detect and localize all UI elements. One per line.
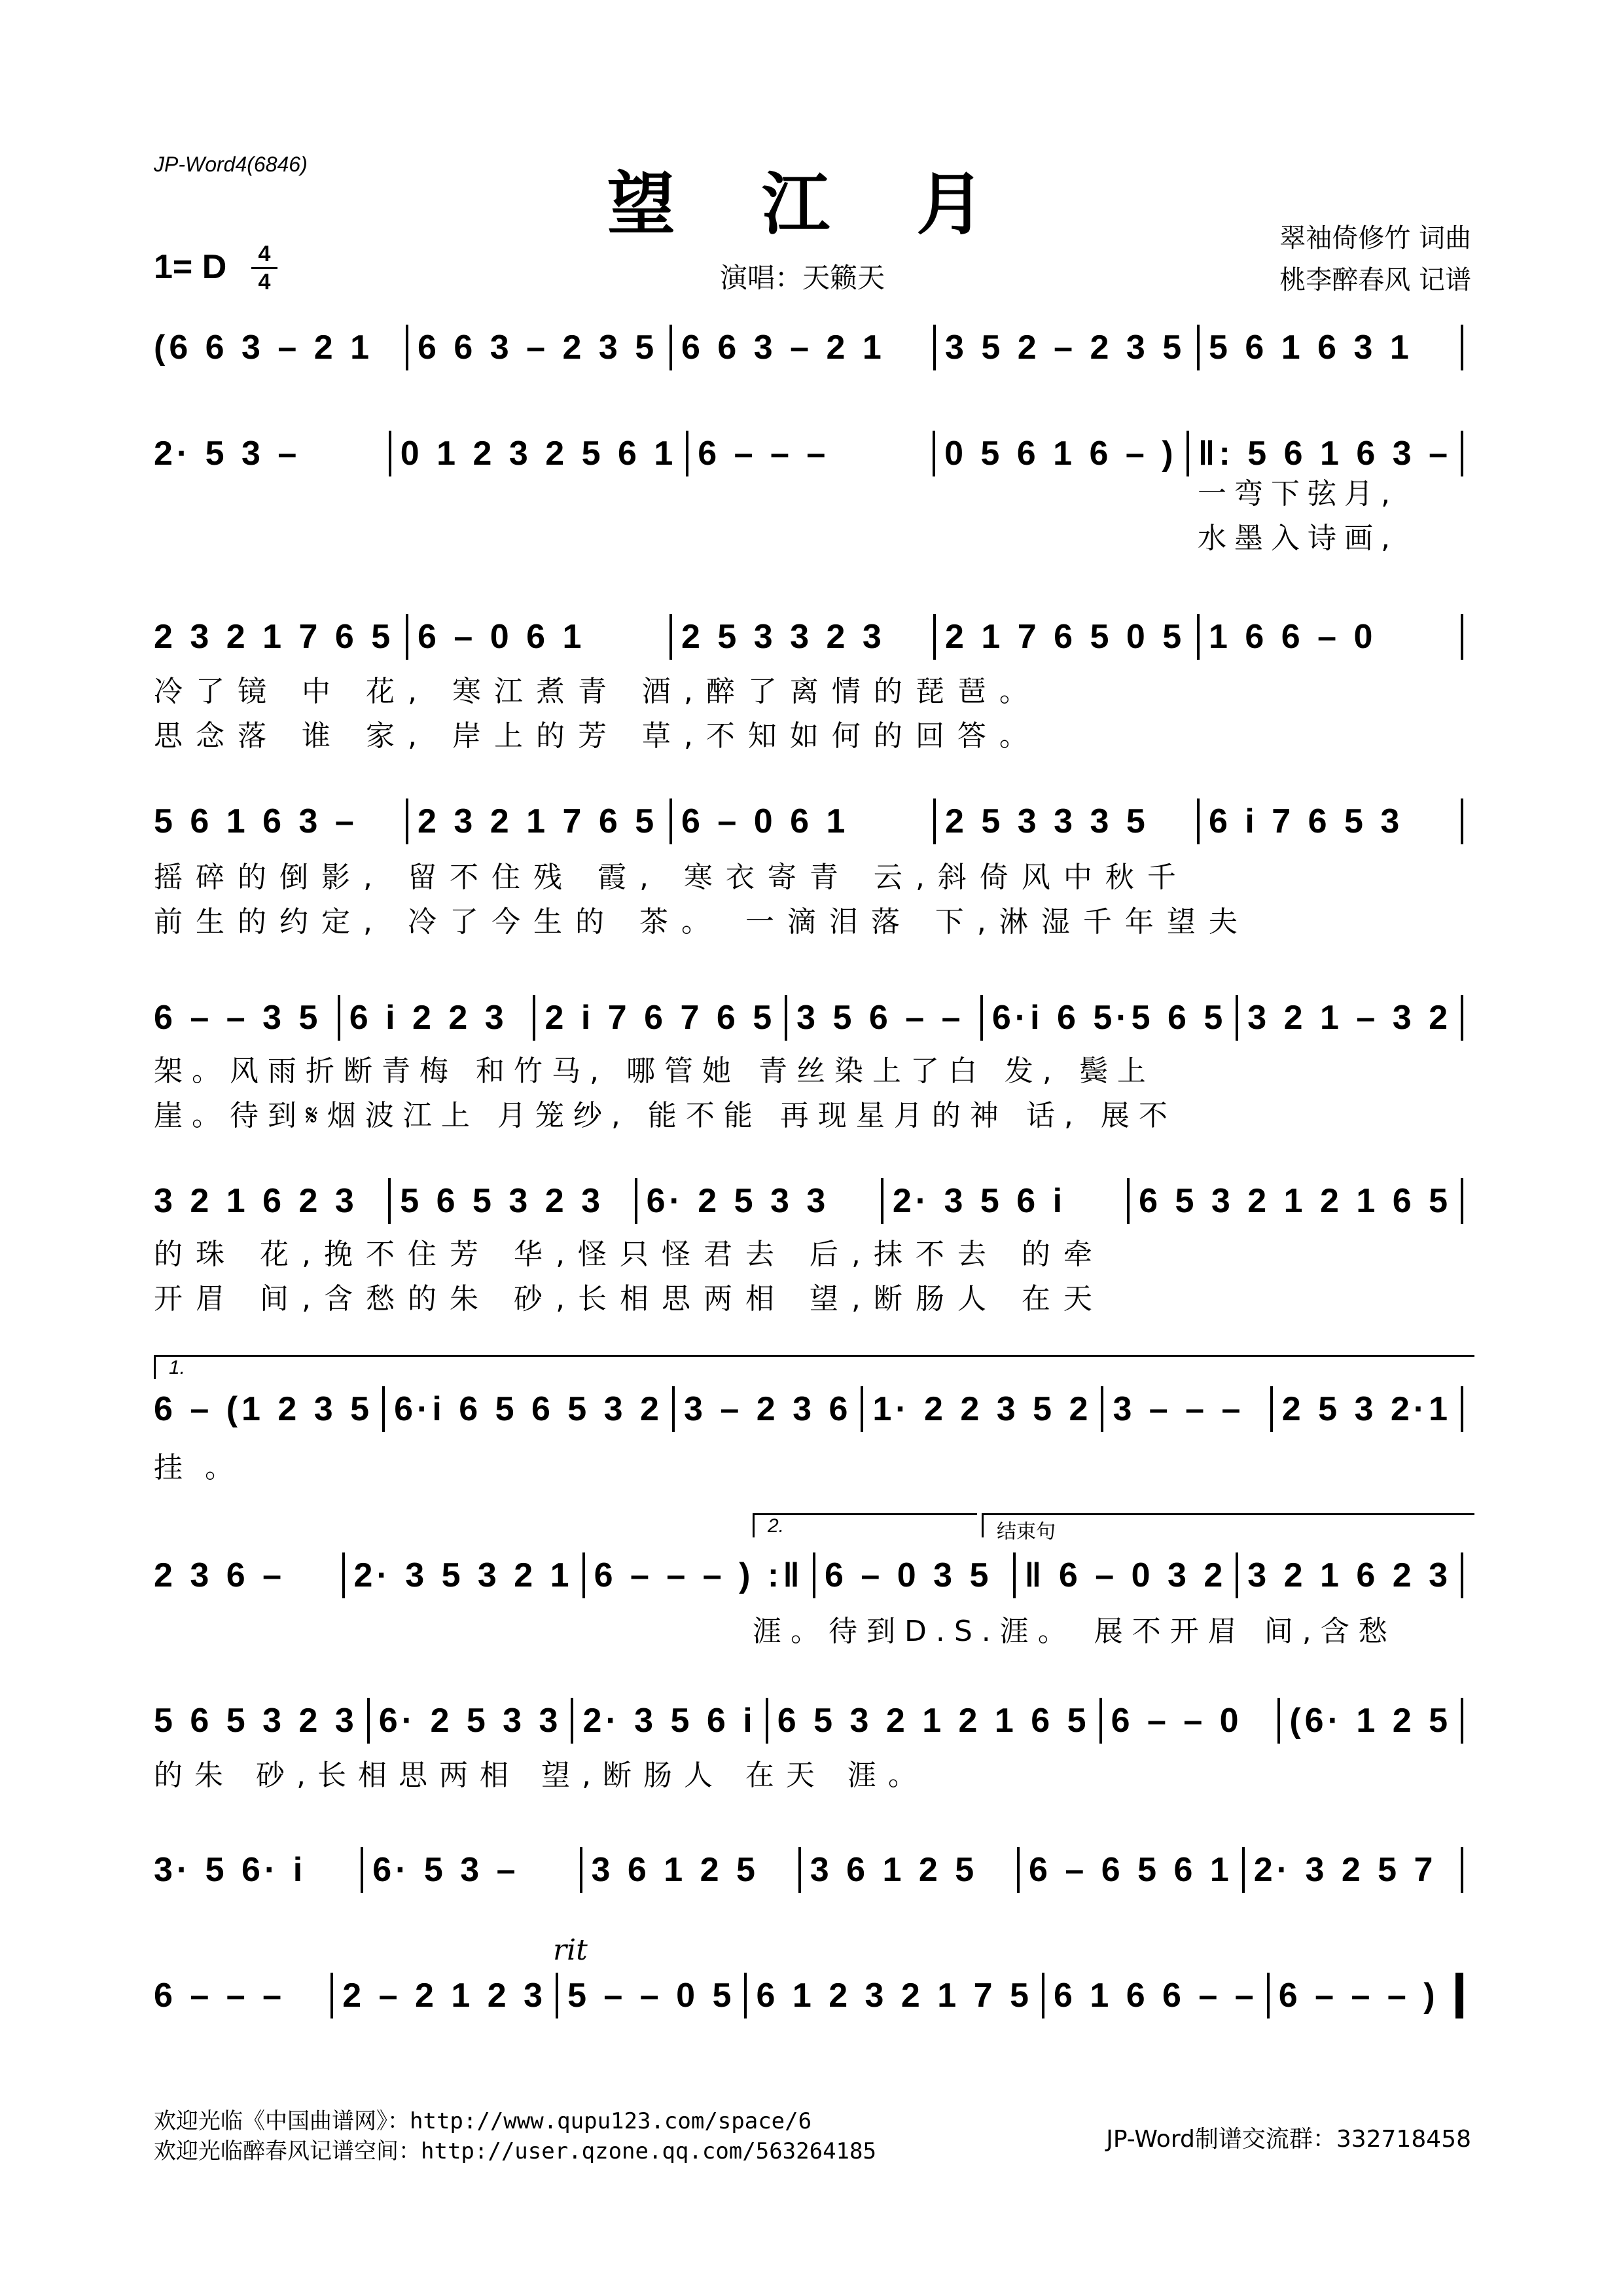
measure: 6 – 6 5 6 1 — [1029, 1851, 1233, 1889]
measure: 2 – 2 1 2 3 — [342, 1977, 547, 2015]
measure: (6 6 3 – 2 1 — [154, 329, 374, 367]
credits-block — [1279, 217, 1471, 301]
staff-row-11 — [154, 1973, 1472, 2018]
measure: 6 6 3 – 2 3 5 — [418, 329, 658, 367]
measure: 5 – – 0 5 — [567, 1977, 736, 2015]
bar-line — [1242, 1847, 1245, 1893]
bar-line — [1461, 1178, 1463, 1224]
measure: 2 i 7 6 7 6 5 — [544, 999, 776, 1037]
measure: 6 – 0 3 5 — [825, 1556, 993, 1594]
second-ending-label: 2. — [768, 1515, 785, 1537]
footer-link-qzone: 欢迎光临醉春风记谱空间：http://user.qzone.qq.com/563264185 — [154, 2138, 876, 2164]
measure: 6 5 3 2 1 2 1 6 5 — [777, 1702, 1090, 1740]
staff-row-4 — [154, 798, 1472, 844]
bar-line — [1461, 798, 1463, 844]
bar-line — [406, 614, 408, 660]
bar-line — [933, 798, 936, 844]
staff-row-6 — [154, 1178, 1472, 1224]
measure: 3 – – – — [1113, 1390, 1245, 1428]
measure: 6· 5 3 – — [372, 1851, 520, 1889]
lyric-row-5-verse-2: 崖。待到𝄋烟波江上 月笼纱, 能不能 再现星月的神 话, 展不 — [154, 1099, 1177, 1132]
measure: 2· 3 5 6 i — [892, 1182, 1067, 1220]
measure: 6 1 6 6 – – — [1053, 1977, 1258, 2015]
ending-phrase-label: 结束句 — [997, 1520, 1056, 1543]
bar-line — [686, 431, 688, 476]
measure: 2· 5 3 – — [154, 435, 301, 473]
singer-credit: 演唱：天籁天 — [720, 262, 885, 294]
bar-line — [338, 995, 340, 1041]
bar-line — [861, 1386, 863, 1432]
footer-link-qupu: 欢迎光临《中国曲谱网》：http://www.qupu123.com/space/6 — [154, 2108, 812, 2134]
lyric-row-6-verse-2: 开眉 间,含愁的朱 砂,长相思两相 望,断肠人 在天 — [154, 1282, 1105, 1316]
bar-line — [669, 614, 672, 660]
bar-line — [1186, 431, 1189, 476]
measure: 3 6 1 2 5 — [591, 1851, 759, 1889]
bar-line — [1455, 1973, 1463, 2018]
bar-line — [785, 995, 787, 1041]
bar-line — [533, 995, 535, 1041]
measure: 0 1 2 3 2 5 6 1 — [400, 435, 677, 473]
staff-row-9 — [154, 1698, 1472, 1744]
measure: 6 – – – — [698, 435, 830, 473]
measure: 6 – 0 6 1 — [681, 802, 849, 840]
measure: 6 – – 0 — [1111, 1702, 1243, 1740]
measure: 5 6 5 3 2 3 — [154, 1702, 358, 1740]
bar-line — [330, 1973, 333, 2018]
lyric-row-5-verse-1: 架。风雨折断青梅 和竹马, 哪管她 青丝染上了白 发, 鬓上 — [154, 1054, 1155, 1088]
measure: 2· 3 2 5 7 — [1253, 1851, 1437, 1889]
time-signature — [251, 241, 277, 295]
first-ending-bracket — [154, 1355, 1474, 1379]
bar-line — [1127, 1178, 1130, 1224]
lyric-row-6-verse-1: 的珠 花,挽不住芳 华,怪只怪君去 后,抹不去 的牵 — [154, 1238, 1105, 1271]
staff-row-8 — [154, 1552, 1472, 1598]
measure: 6 1 2 3 2 1 7 5 — [756, 1977, 1033, 2015]
bar-line — [1236, 995, 1238, 1041]
bar-line — [669, 798, 672, 844]
bar-line — [1236, 1552, 1238, 1598]
measure: 6 i 7 6 5 3 — [1209, 802, 1404, 840]
bar-line — [580, 1847, 582, 1893]
key-signature: 1= D — [154, 248, 227, 286]
measure: 6· 2 5 3 3 — [646, 1182, 830, 1220]
measure: 3 6 1 2 5 — [810, 1851, 978, 1889]
measure: 6 – – 3 5 — [154, 999, 322, 1037]
measure: 3 2 1 6 2 3 — [1247, 1556, 1452, 1594]
measure: 3 2 1 – 3 2 — [1247, 999, 1452, 1037]
bar-line — [361, 1847, 363, 1893]
bar-line — [1197, 614, 1200, 660]
measure: 2 5 3 2·1 — [1281, 1390, 1452, 1428]
measure: 6 – – – ) — [1278, 1977, 1439, 2015]
bar-line — [382, 1386, 385, 1432]
bar-line — [571, 1698, 573, 1744]
measure: 6· 2 5 3 3 — [378, 1702, 562, 1740]
lyric-row-4-verse-2: 前生的约定, 冷了今生的 茶。 一滴泪落 下,淋湿千年望夫 — [154, 905, 1251, 939]
measure: 3· 5 6· i — [154, 1851, 307, 1889]
measure: 2 5 3 3 3 5 — [945, 802, 1149, 840]
lyric-row-7: 挂。 — [154, 1451, 256, 1484]
measure: 5 6 1 6 3 1 — [1209, 329, 1413, 367]
lyricist-composer-credit: 翠袖倚修竹 词曲 — [1279, 223, 1471, 253]
bar-line — [933, 614, 936, 660]
bar-line — [1461, 1698, 1463, 1744]
measure: 2 5 3 3 2 3 — [681, 618, 885, 656]
measure: ‖: 5 6 1 6 3 – — [1198, 435, 1452, 473]
measure: 6 – 0 6 1 — [418, 618, 586, 656]
bar-line — [1461, 995, 1463, 1041]
bar-line — [1461, 1847, 1463, 1893]
measure: 6·i 6 5 6 5 3 2 — [394, 1390, 663, 1428]
time-signature-bottom: 4 — [258, 270, 271, 295]
bar-line — [342, 1552, 345, 1598]
measure: 6 – – – ) :‖ — [594, 1556, 804, 1594]
bar-line — [1270, 1386, 1273, 1432]
bar-line — [744, 1973, 747, 2018]
bar-line — [766, 1698, 768, 1744]
staff-row-5 — [154, 995, 1472, 1041]
bar-line — [813, 1552, 815, 1598]
lyric-row-4-verse-1: 摇碎的倒影, 留不住残 霞, 寒衣寄青 云,斜倚风中秋千 — [154, 861, 1189, 894]
measure: 2 3 2 1 7 6 5 — [418, 802, 658, 840]
lyric-row-3-verse-2: 思念落 谁 家, 岸上的芳 草,不知如何的回答。 — [154, 719, 1041, 753]
measure: 6 i 2 2 3 — [349, 999, 508, 1037]
measure: 2 1 7 6 5 0 5 — [945, 618, 1186, 656]
measure: 6 – (1 2 3 5 — [154, 1390, 374, 1428]
bar-line — [672, 1386, 675, 1432]
bar-line — [1017, 1847, 1020, 1893]
staff-row-1 — [154, 325, 1472, 370]
bar-line — [669, 325, 672, 370]
bar-line — [1277, 1698, 1280, 1744]
bar-line — [635, 1178, 637, 1224]
exchange-group-label: JP-Word制谱交流群：332718458 — [1106, 2126, 1471, 2153]
measure: 3 5 2 – 2 3 5 — [945, 329, 1186, 367]
bar-line — [1042, 1973, 1044, 2018]
measure: 6 6 3 – 2 1 — [681, 329, 885, 367]
bar-line — [1461, 614, 1463, 660]
measure: 3 5 6 – – — [796, 999, 965, 1037]
measure: 2· 3 5 6 i — [582, 1702, 757, 1740]
staff-row-3 — [154, 614, 1472, 660]
bar-line — [1197, 325, 1200, 370]
bar-line — [582, 1552, 585, 1598]
measure: 1 6 6 – 0 — [1209, 618, 1377, 656]
first-ending-label: 1. — [169, 1357, 186, 1378]
footer-links — [154, 2106, 876, 2166]
song-title: 望 江 月 — [607, 164, 1016, 244]
bar-line — [933, 325, 936, 370]
staff-row-10 — [154, 1847, 1472, 1893]
bar-line — [388, 1178, 391, 1224]
measure: 0 5 6 1 6 – ) — [944, 435, 1177, 473]
lyric-row-2-verse-1: 一弯下弦月, — [1198, 477, 1398, 511]
measure: 2 3 2 1 7 6 5 — [154, 618, 395, 656]
measure: 3 2 1 6 2 3 — [154, 1182, 358, 1220]
time-signature-top: 4 — [251, 241, 277, 269]
bar-line — [1461, 1552, 1463, 1598]
measure: (6· 1 2 5 — [1289, 1702, 1452, 1740]
second-ending-bracket — [753, 1513, 977, 1537]
measure: 1· 2 2 3 5 2 — [872, 1390, 1092, 1428]
bar-line — [933, 431, 935, 476]
measure: 6 5 3 2 1 2 1 6 5 — [1139, 1182, 1452, 1220]
bar-line — [406, 798, 408, 844]
bar-line — [1197, 798, 1200, 844]
lyric-row-3-verse-1: 冷了镜 中 花, 寒江煮青 酒,醉了离情的琵琶。 — [154, 675, 1041, 708]
bar-line — [367, 1698, 370, 1744]
lyric-row-8: 涯。待到D.S.涯。 展不开眉 间,含愁 — [753, 1615, 1397, 1648]
measure: 5 6 5 3 2 3 — [400, 1182, 605, 1220]
measure: ‖ 6 – 0 3 2 — [1024, 1556, 1227, 1594]
bar-line — [1461, 325, 1463, 370]
bar-line — [1461, 1386, 1463, 1432]
measure: 2 3 6 – — [154, 1556, 286, 1594]
bar-line — [798, 1847, 801, 1893]
measure: 3 – 2 3 6 — [683, 1390, 852, 1428]
bar-line — [406, 325, 408, 370]
bar-line — [980, 995, 983, 1041]
transcriber-credit: 桃李醉春风 记谱 — [1279, 265, 1471, 295]
bar-line — [1267, 1973, 1270, 2018]
ritardando-marking: rit — [553, 1933, 588, 1967]
bar-line — [881, 1178, 883, 1224]
bar-line — [1013, 1552, 1016, 1598]
measure: 6·i 6 5·5 6 5 — [991, 999, 1227, 1037]
bar-line — [1101, 1386, 1103, 1432]
measure: 2· 3 5 3 2 1 — [353, 1556, 573, 1594]
lyric-row-2-verse-2: 水墨入诗画, — [1198, 522, 1398, 555]
measure: 6 – – – — [154, 1977, 286, 2015]
ending-phrase-bracket — [982, 1513, 1474, 1543]
bar-line — [1099, 1698, 1102, 1744]
lyric-row-9: 的朱 砂,长相思两相 望,断肠人 在天 涯。 — [154, 1759, 929, 1792]
staff-row-7 — [154, 1386, 1472, 1432]
measure: 5 6 1 6 3 – — [154, 802, 358, 840]
bar-line — [556, 1973, 558, 2018]
bar-line — [389, 431, 391, 476]
software-source-label: JP-Word4(6846) — [154, 152, 308, 176]
